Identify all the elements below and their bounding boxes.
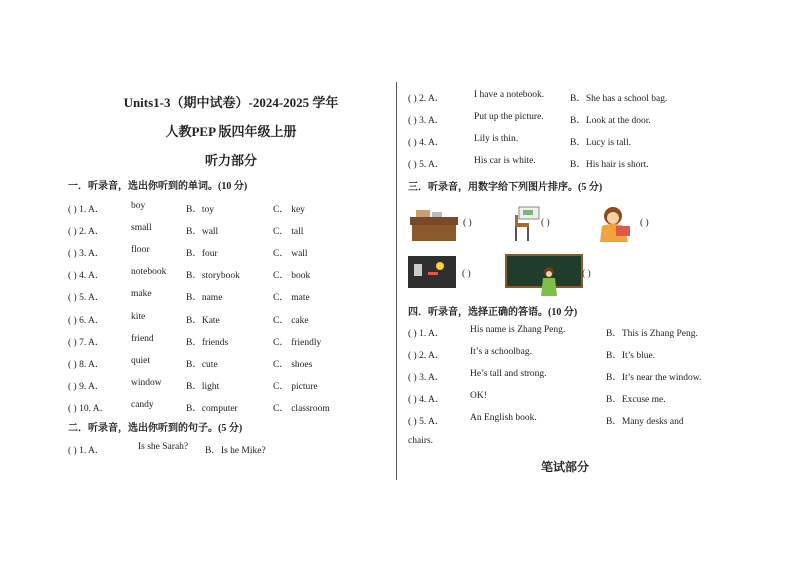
option-b: B．cute xyxy=(186,359,218,370)
option-b: B．storybook xyxy=(186,271,240,282)
option-c: C． key xyxy=(273,205,305,215)
option-a: He’s tall and strong. xyxy=(470,369,547,379)
listening-part-title: 听力部分 xyxy=(204,153,257,168)
option-a: boy xyxy=(131,201,146,211)
option-a: Is she Sarah? xyxy=(138,442,189,452)
girl-reading-picture xyxy=(596,204,636,246)
row-number: ( ) 8. A． xyxy=(68,359,105,370)
option-c: C． wall xyxy=(273,249,308,260)
option-c: C． tall xyxy=(273,227,304,238)
option-b: B．toy xyxy=(186,205,214,215)
row-number: ( ) 3. A． xyxy=(408,373,445,383)
option-b: B．Lucy is tall. xyxy=(570,138,631,148)
order-blank-4[interactable]: ( ) xyxy=(462,269,471,279)
writing-part-title: 笔试部分 xyxy=(540,460,589,474)
option-a: kite xyxy=(131,311,146,322)
row-number: ( ) 5. A． xyxy=(408,417,445,427)
section1-row-7 xyxy=(68,334,398,348)
row-number: ( ) 5. A． xyxy=(68,293,105,304)
row-number: ( ) 9. A． xyxy=(68,381,105,392)
row-number: ( ) 1. A． xyxy=(408,329,445,339)
option-b: B．friends xyxy=(186,337,229,348)
option-b: B．Excuse me. xyxy=(606,395,666,405)
section4-row-3 xyxy=(408,369,738,383)
option-a: His car is white. xyxy=(474,156,536,166)
section4-row-5 xyxy=(408,413,738,427)
option-b: B．Many desks and xyxy=(606,417,684,427)
option-a: Lily is thin. xyxy=(474,134,519,144)
light-switch-picture xyxy=(408,256,456,288)
section4-row-2 xyxy=(408,347,738,361)
section1-row-10 xyxy=(68,400,398,414)
option-b: B．name xyxy=(186,293,223,304)
row-number: ( ) 1. A． xyxy=(68,205,105,215)
section1-row-2 xyxy=(68,223,398,237)
option-c: C． classroom xyxy=(273,403,330,414)
blackboard-girl-picture xyxy=(505,254,583,298)
option-b: B．light xyxy=(186,381,220,392)
option-a: window xyxy=(131,377,162,388)
option-b: B．It’s near the window. xyxy=(606,373,702,383)
section2-row-2 xyxy=(408,90,738,104)
option-a: His name is Zhang Peng. xyxy=(470,325,566,335)
order-blank-5[interactable]: ( ) xyxy=(582,269,591,279)
column-divider xyxy=(396,82,397,480)
option-c: C． mate xyxy=(273,293,310,304)
option-c: C． picture xyxy=(273,381,318,392)
option-c: C． shoes xyxy=(273,359,313,370)
option-b: B．His hair is short. xyxy=(570,160,649,170)
option-a: make xyxy=(131,289,152,300)
section2-heading: 二．听录音，选出你听到的句子。(5 分) xyxy=(68,423,243,434)
section1-row-3 xyxy=(68,245,398,259)
section1-row-9 xyxy=(68,378,398,392)
option-a: Put up the picture. xyxy=(474,112,544,122)
section3-heading: 三．听录音，用数字给下列图片排序。(5 分) xyxy=(408,182,603,193)
option-a: candy xyxy=(131,399,154,410)
option-c: C． book xyxy=(273,271,311,282)
option-b: B．wall xyxy=(186,227,219,238)
row-number: ( ) 7. A． xyxy=(68,337,105,348)
section2-row-5 xyxy=(408,156,738,170)
option-a: floor xyxy=(131,245,150,256)
exam-title: Units1-3（期中试卷）-2024-2025 学年 xyxy=(123,95,339,110)
section1-row-5 xyxy=(68,289,398,303)
section2-row-1 xyxy=(68,442,388,456)
section1-row-6 xyxy=(68,312,398,326)
option-b: B．Kate xyxy=(186,315,220,326)
section4-row-1 xyxy=(408,325,738,339)
section1-row-1 xyxy=(68,201,398,215)
option-b: B．Is he Mike? xyxy=(205,446,266,456)
section2-row-4 xyxy=(408,134,738,148)
option-a: small xyxy=(131,223,152,234)
row-number: ( ) 2. A． xyxy=(408,94,445,104)
section4-wrap-text: chairs. xyxy=(408,436,434,446)
row-number: ( ) 3. A． xyxy=(408,116,445,126)
section1-row-8 xyxy=(68,356,398,370)
option-b: B．She has a school bag. xyxy=(570,94,668,104)
exam-subtitle: 人教PEP 版四年级上册 xyxy=(165,124,297,139)
section2-row-3 xyxy=(408,112,738,126)
option-c: C． cake xyxy=(273,315,309,326)
option-b: B．This is Zhang Peng. xyxy=(606,329,698,339)
order-blank-3[interactable]: ( ) xyxy=(640,218,649,228)
option-a: An English book. xyxy=(470,413,537,423)
option-a: friend xyxy=(131,333,154,344)
chair-and-board-picture xyxy=(511,205,541,245)
row-number: ( ) 4. A． xyxy=(408,395,445,405)
section4-row-4 xyxy=(408,391,738,405)
option-a: OK! xyxy=(470,391,487,401)
row-number: ( ) 2. A． xyxy=(408,351,445,361)
row-number: ( ) 4. A． xyxy=(68,271,105,282)
desk-picture xyxy=(408,207,460,243)
option-a: notebook xyxy=(131,267,167,278)
option-b: B．four xyxy=(186,249,218,260)
row-number: ( ) 4. A． xyxy=(408,138,445,148)
order-blank-2[interactable]: ( ) xyxy=(541,218,550,228)
order-blank-1[interactable]: ( ) xyxy=(463,218,472,228)
row-number: ( ) 3. A． xyxy=(68,249,105,260)
row-number: ( ) 10. A． xyxy=(68,403,110,414)
section4-heading: 四．听录音，选择正确的答语。(10 分) xyxy=(408,307,578,318)
option-b: B．computer xyxy=(186,403,238,414)
row-number: ( ) 5. A． xyxy=(408,160,445,170)
option-c: C． friendly xyxy=(273,337,322,348)
option-a: It’s a schoolbag. xyxy=(470,347,533,357)
row-number: ( ) 1. A． xyxy=(68,446,105,456)
row-number: ( ) 6. A． xyxy=(68,315,105,326)
option-b: B．Look at the door. xyxy=(570,116,651,126)
option-b: B．It’s blue. xyxy=(606,351,656,361)
option-a: I have a notebook. xyxy=(474,90,545,100)
section1-heading: 一．听录音，选出你听到的单词。(10 分) xyxy=(68,181,248,192)
option-a: quiet xyxy=(131,355,150,366)
section1-row-4 xyxy=(68,267,398,281)
row-number: ( ) 2. A． xyxy=(68,227,105,238)
